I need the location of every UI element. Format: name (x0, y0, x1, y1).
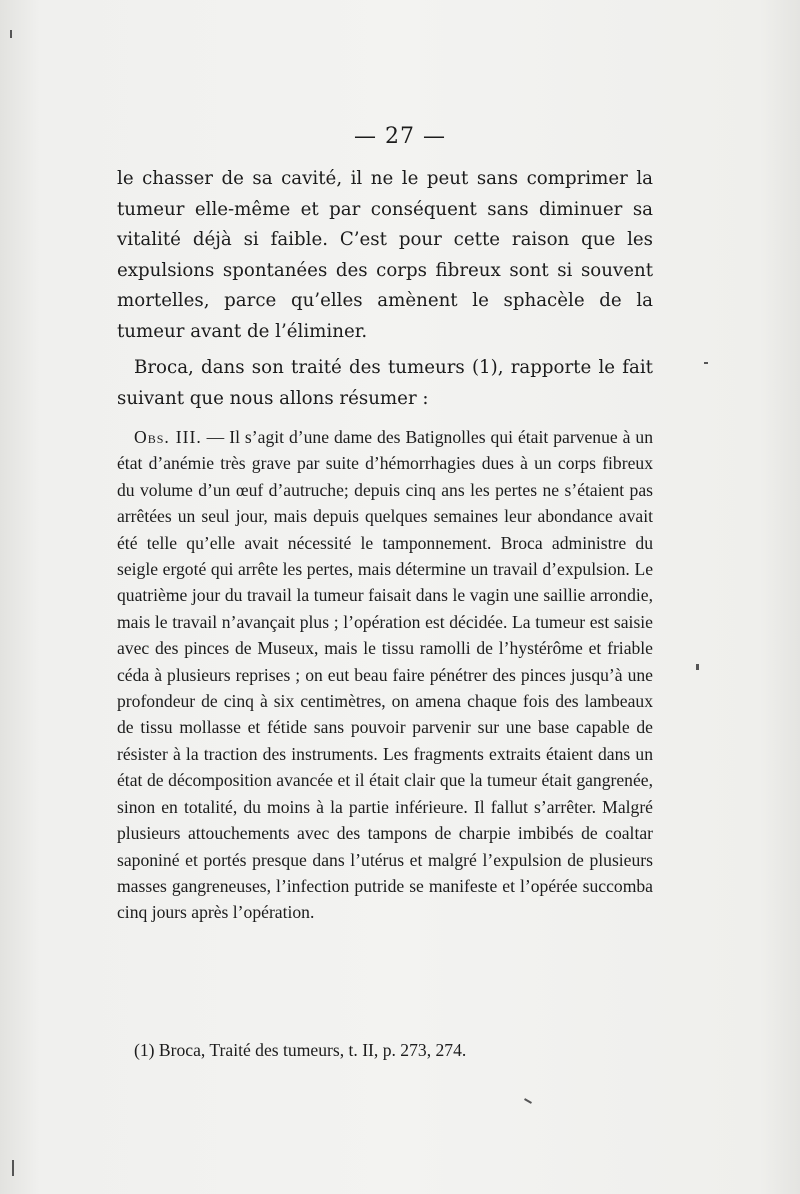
observation-block (117, 424, 653, 926)
stray-mark (696, 664, 699, 670)
observation-paragraph (117, 424, 653, 926)
page-number: — 27 — (354, 124, 446, 149)
paragraph-2: Broca, dans son traité des tumeurs (1), rapporte le fait suivant que nous allons résumer : (117, 357, 653, 409)
main-text (117, 164, 653, 414)
paragraph-1: le chasser de sa cavité, il ne le peut sans comprimer la tumeur elle-même et par conséquent sans diminuer sa vitalité déjà si faible. C’est pour cette raison que les expulsions spontanées des corps fibreux sont si souvent mortelles, parce qu’elles amènent le sphacèle de la tumeur avant de l’éliminer. (117, 168, 653, 342)
footnote: (1) Broca, Traité des tumeurs, t. II, p. 273, 274. (134, 1040, 467, 1060)
stray-mark (704, 362, 708, 364)
stray-mark (12, 1160, 14, 1176)
stray-mark (10, 30, 12, 38)
observation-text: — Il s’agit d’une dame des Batignolles qui était parvenue à un état d’anémie très grave par suite d’hémorrhagies dues à un corps fibreux du volume d’un œuf d’autruche; depuis cinq ans les pertes ne s’étaient pas arrêtées un seul jour, mais depuis quelques semaines leur abondance avait été telle qu’elle avait nécessité le tamponnement. Broca administre du seigle ergoté qui arrête les pertes, mais détermine un travail d’expulsion. Le quatrième jour du travail la tumeur faisait dans le vagin une saillie arrondie, mais le travail n’avançait plus ; l’opération est décidée. La tumeur est saisie avec des pinces de Museux, mais le tissu ramolli de l’hystérôme et friable céda à plusieurs reprises ; on eut beau faire pénétrer des pinces jusqu’à une profondeur de cinq à six centimètres, on amena chaque fois des lambeaux de tissu mollasse et fétide sans pouvoir parvenir sur une base capable de résister à la traction des instruments. Les fragments extraits étaient dans un état de décomposition avancée et il était clair que la tumeur était gangrenée, sinon en totalité, du moins à la partie inférieure. Il fallut s’arrêter. Malgré plusieurs attouchements avec des tampons de charpie imbibés de coaltar saponiné et portés presque dans l’utérus et malgré l’expulsion de plusieurs masses gangreneuses, l’infection putride se manifeste et l’opérée succomba cinq jours après l’opération. (117, 427, 653, 923)
observation-label: Obs. III. (134, 427, 202, 447)
stray-mark (524, 1098, 532, 1104)
